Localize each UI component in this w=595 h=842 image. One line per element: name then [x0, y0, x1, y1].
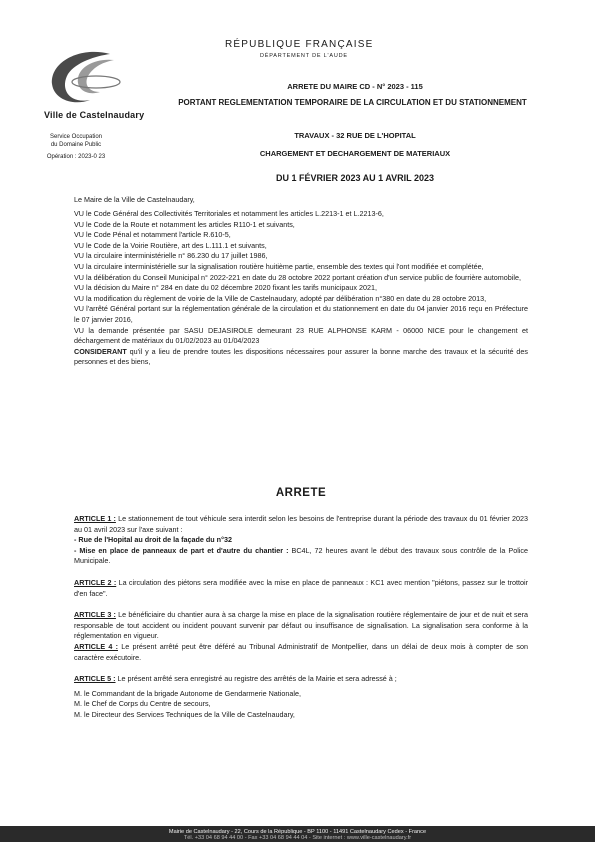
article-5	[74, 674, 528, 685]
recipient-item: M. le Chef de Corps du Centre de secours,	[74, 699, 211, 709]
vu-list	[74, 209, 528, 368]
footer-contact: Tél. +33 04 68 94 44 00 - Fax +33 04 68 94 44 04 - Site internet : www.ville-castelnaudary.fr	[183, 835, 412, 841]
operation-number: Opération : 2023-0 23	[46, 154, 106, 160]
vu-item: VU la circulaire interministérielle sur la signalisation routière huitième partie, ensemble des textes qui l'ont modifiée et complétée,	[74, 261, 484, 271]
vu-item: VU la modification du règlement de voirie de la Ville de Castelnaudary, adopté par délibération n°380 en date du 28 octobre 2013,	[74, 293, 487, 303]
article-2	[74, 578, 528, 599]
article-1-bullet-2-text: BC4L, 72 heures avant le début des travaux sous contrôle de la Police Municipale.	[74, 545, 528, 566]
vu-item: VU la délibération du Conseil Municipal n° 2022-221 en date du 28 octobre 2022 portant création d'un service public de fourrière automobile,	[74, 272, 521, 282]
recipient-item: M. le Directeur des Services Techniques de la Ville de Castelnaudary,	[74, 709, 295, 719]
vu-item: VU le Code Pénal et notamment l'article R.610-5,	[74, 230, 231, 240]
article-3	[74, 610, 528, 642]
article-1-text: Le stationnement de tout véhicule sera interdit selon les besoins de l'entreprise durant la période des travaux du 01 février 2023 au 01 avril 2023 sur l'axe suivant :	[74, 514, 528, 534]
works-type: CHARGEMENT ET DECHARGEMENT DE MATERIAUX	[259, 149, 451, 158]
article-1-bullet-2-lead: - Mise en place de panneaux de part et d'autre du chantier :	[74, 545, 289, 555]
arrete-heading: ARRETE	[275, 487, 327, 499]
footer-bar	[0, 826, 595, 842]
works-location: TRAVAUX - 32 RUE DE L'HOPITAL	[294, 131, 416, 140]
article-1-bullet-2	[74, 546, 528, 567]
article-1-label: ARTICLE 1 :	[74, 514, 116, 523]
article-2-text: La circulation des piétons sera modifiée avec la mise en place de panneaux : KC1 avec mention "piétons, passez sur le trottoir d'en face".	[74, 577, 529, 598]
service-block	[30, 133, 122, 161]
articles	[74, 514, 528, 721]
vu-item: VU le Code de la Route et notamment les articles R110-1 et suivants,	[74, 219, 295, 229]
article-1-bullet-1: - Rue de l'Hopital au droit de la façade du n°32	[74, 535, 232, 545]
vu-item: VU la circulaire interministérielle n° 86.230 du 17 juillet 1986,	[74, 251, 268, 261]
mayor-intro: Le Maire de la Ville de Castelnaudary,	[74, 195, 195, 204]
service-line-1: Service Occupation	[49, 134, 103, 140]
article-2-label: ARTICLE 2 :	[74, 577, 117, 587]
city-name: Ville de Castelnaudary	[44, 110, 145, 120]
arrete-dates: DU 1 FÉVRIER 2023 AU 1 AVRIL 2023	[275, 173, 435, 183]
castelnaudary-logo	[40, 44, 132, 114]
department-heading: DÉPARTEMENT DE L'AUDE	[260, 53, 348, 59]
article-3-label: ARTICLE 3 :	[74, 610, 116, 620]
article-4-text: Le présent arrêté peut être déféré au Tribunal Administratif de Montpellier, dans un délai de deux mois à compter de son caractère exécutoire.	[74, 641, 529, 662]
article-5-text: Le présent arrêté sera enregistré au registre des arrêtés de la Mairie et sera adressé à ;	[117, 674, 397, 684]
article-3-text: Le bénéficiaire du chantier aura à sa charge la mise en place de la signalisation routière réglementaire de jour et de nuit et sera responsable de tout accident ou incident pouvant survenir par défaut ou insuffisance de signalisation. La signalisation sera conforme à la réglementation en vigueur.	[74, 610, 529, 641]
footer-address: Mairie de Castelnaudary - 22, Cours de la République - BP 1100 - 11491 Castelnaudary Cedex - France	[168, 829, 427, 835]
republic-heading: RÉPUBLIQUE FRANÇAISE	[225, 39, 374, 50]
article-4	[74, 642, 528, 663]
recipient-item: M. le Commandant de la brigade Autonome de Gendarmerie Nationale,	[74, 688, 301, 698]
vu-item: VU l'arrêté Général portant sur la réglementation générale de la circulation et du stationnement en date du 04 janvier 2016 reçu en Préfecture le 07 janvier 2016,	[74, 304, 528, 324]
considerant-item: CONSIDERANT qu'il y a lieu de prendre toutes les dispositions nécessaires pour assurer la bonne marche des travaux et la sécurité des personnes et des biens,	[74, 346, 528, 367]
vu-item: VU le Code Général des Collectivités Territoriales et notamment les articles L.2213-1 et L.2213-6,	[74, 209, 384, 218]
service-line-2: du Domaine Public	[50, 142, 102, 148]
article-5-label: ARTICLE 5 :	[74, 674, 116, 684]
vu-item: VU la demande présentée par SASU DEJASIROLE demeurant 23 RUE ALPHONSE KARM - 06000 NICE pour le changement et déchargement de matériaux du 01/02/2023 au 01/04/2023	[74, 325, 528, 346]
vu-item: VU le Code de la Voirie Routière, art des L.111.1 et suivants,	[74, 240, 267, 250]
arrete-purpose: PORTANT REGLEMENTATION TEMPORAIRE DE LA CIRCULATION ET DU STATIONNEMENT	[178, 98, 527, 107]
vu-item: VU la décision du Maire n° 284 en date du 02 décembre 2020 fixant les tarifs municipaux 2021,	[74, 283, 377, 293]
arrete-number: ARRETE DU MAIRE CD - N° 2023 - 115	[287, 82, 423, 91]
article-4-label: ARTICLE 4 :	[74, 641, 119, 651]
article-1	[74, 514, 528, 535]
